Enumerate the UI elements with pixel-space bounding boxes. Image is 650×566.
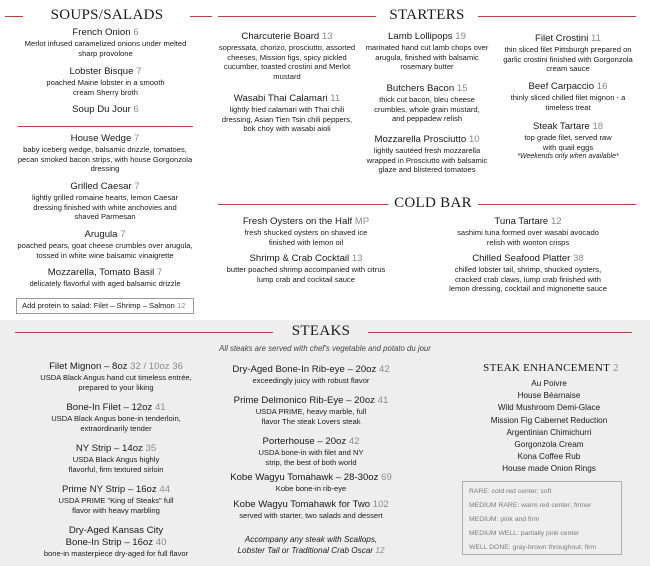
menu-item — [232, 216, 380, 247]
temp-item: MEDIUM WELL: partially pink center — [469, 530, 580, 537]
menu-item — [28, 361, 204, 392]
menu-item — [28, 402, 204, 433]
item-description: thick cut bacon, bleu cheese crumbles, whole grain mustard, and peppadew relish — [374, 95, 480, 123]
item-description: lightly fried calamari with Thai chili dressing, Asian Tien Tsin chili peppers, bok choy with wasabi aioli — [221, 105, 353, 133]
menu-item — [8, 267, 202, 289]
item-description: baby iceberg wedge, balsamic drizzle, tomatoes, pecan smoked bacon strips, with house Gorgonzola dressing — [17, 145, 193, 173]
sauce-list — [468, 378, 630, 476]
menu-item — [8, 229, 202, 260]
divider-line — [478, 204, 636, 205]
item-name: Mozzarella, Tomato Basil 7 — [47, 267, 163, 278]
item-description: sopressata, chorizo, prosciutto, assorted cheeses, Mission figs, spicy pickled cucumber, toasted crostini and Merlot mustard — [218, 43, 356, 81]
item-name: Tuna Tartare 12 — [494, 216, 562, 227]
add-protein-box: Add protein to salad: Filet – Shrimp – Salmon 12 — [16, 298, 194, 314]
menu-item — [226, 253, 386, 284]
item-description: top grade filet, served raw with quail eggs — [524, 133, 612, 152]
item-name: Lobster Bisque 7 — [69, 66, 142, 77]
item-name: Bone-In Strip – 16oz 40 — [65, 537, 167, 548]
sauce-item: Argentinian Chimichurri — [506, 427, 592, 437]
item-description: poached pears, goat cheese crumbles over arugula, tossed in white wine balsamic vinaigrette — [17, 241, 193, 260]
menu-item — [218, 395, 404, 426]
item-description: USDA Black Angus highly flavorful, firm textured sirloin — [68, 455, 164, 474]
temp-item: RARE: cold red center; soft — [469, 488, 552, 495]
item-name: NY Strip – 14oz 35 — [75, 443, 157, 454]
item-description: sashimi tuna formed over wasabi avocado relish with wonton crisps — [457, 228, 599, 247]
item-description: lightly grilled romaine hearts, lemon Caesar dressing finished with white anchovies and shaved Parmesan — [31, 193, 179, 221]
divider-line — [190, 16, 212, 17]
sauce-item: Mission Fig Cabernet Reduction — [490, 415, 608, 425]
item-name: Butchers Bacon 15 — [386, 83, 468, 94]
item-name: Charcuterie Board 13 — [241, 31, 333, 42]
sauce-item: Gorgonzola Cream — [514, 440, 584, 450]
divider-line — [15, 332, 273, 333]
item-description: Merlot infused caramelized onions under melted sharp provolone — [24, 39, 187, 58]
item-name: Grilled Caesar 7 — [70, 181, 140, 192]
starters-heading: STARTERS — [389, 7, 465, 23]
sauce-item: Kona Coffee Rub — [517, 452, 581, 462]
divider-line — [478, 16, 636, 17]
menu-item — [216, 31, 358, 81]
item-description: served with starter, two salads and dessert — [239, 511, 383, 520]
menu-item — [500, 33, 636, 74]
item-name: Steak Tartare 18 — [532, 121, 604, 132]
item-name: Bone-In Filet – 12oz 41 — [66, 402, 166, 413]
menu-item — [360, 83, 494, 124]
item-name: Porterhouse – 20oz 42 — [262, 436, 360, 447]
item-name: Dry-Aged Bone-In Rib-eye – 20oz 42 — [232, 364, 390, 375]
menu-item — [28, 443, 204, 474]
item-name: Filet Crostini 11 — [535, 33, 601, 44]
menu-item — [444, 216, 612, 247]
item-description: fresh shucked oysters on shaved ice finished with lemon oil — [244, 228, 368, 247]
item-name: Dry-Aged Kansas City — [68, 525, 164, 536]
menu-item — [12, 133, 198, 174]
item-name: Shrimp & Crab Cocktail 13 — [249, 253, 363, 264]
menu-item — [18, 104, 193, 116]
divider-line — [5, 16, 23, 17]
item-description: thinly sliced chilled filet mignon - a timeless treat — [510, 93, 626, 112]
menu-item — [28, 525, 204, 559]
menu-item — [218, 472, 404, 494]
item-description: poached Maine lobster in a smooth cream Sherry broth — [46, 78, 165, 97]
sauce-item: House made Onion Rings — [502, 464, 596, 474]
item-name: Arugula 7 — [84, 229, 126, 240]
steaks-subtitle: All steaks are served with chef's vegetable and potato du jour — [219, 344, 431, 353]
item-description: USDA PRIME, heavy marble, full flavor The steak Lovers steak — [255, 407, 367, 426]
item-name: Kobe Wagyu Tomahawk – 28-30oz 69 — [230, 472, 392, 483]
item-name: French Onion 6 — [72, 27, 139, 38]
sauce-item: Au Poivre — [531, 379, 567, 388]
item-name: Chilled Seafood Platter 38 — [472, 253, 584, 264]
item-description: exceedingly juicy with robust flavor — [252, 376, 370, 385]
menu-item — [360, 134, 494, 175]
item-description: Kobe bone-in rib-eye — [275, 484, 347, 493]
steak-enhancement-heading: STEAK ENHANCEMENT 2 — [483, 362, 619, 374]
menu-item — [220, 93, 354, 134]
menu-item — [18, 27, 193, 58]
cold-bar-heading: COLD BAR — [394, 195, 472, 211]
menu-item — [28, 484, 204, 515]
menu-item — [218, 436, 404, 467]
sauce-item: Wild Mushroom Demi-Glace — [497, 403, 601, 413]
item-description: USDA PRIME "King of Steaks" full flavor with heavy marbling — [58, 496, 174, 515]
item-name: Filet Mignon – 8oz 32 / 10oz 36 — [49, 361, 183, 372]
item-name: Kobe Wagyu Tomahawk for Two 102 — [233, 499, 389, 510]
item-name: Lamb Lollipops 19 — [388, 31, 466, 42]
menu-item — [218, 499, 404, 521]
item-name: Wasabi Thai Calamari 11 — [233, 93, 341, 104]
menu-item — [218, 364, 404, 386]
soups-salads-heading: SOUPS/SALADS — [50, 7, 164, 23]
item-name: Mozzarella Prosciutto 10 — [374, 134, 480, 145]
item-description: lightly sautéed fresh mozzarella wrapped in Prosciutto with balsamic glaze and blistered tomatoes — [366, 146, 488, 174]
temperature-legend — [462, 481, 622, 555]
menu-item — [500, 81, 636, 112]
item-name: Beef Carpaccio 16 — [528, 81, 608, 92]
menu-item — [18, 66, 193, 97]
item-description: delicately flavorful with aged balsamic drizzle — [29, 279, 181, 288]
temp-item: MEDIUM: pink and firm — [469, 516, 540, 523]
sauce-item: House Béarnaise — [517, 391, 581, 401]
menu-item — [444, 253, 612, 294]
item-note: *Weekends only when available* — [517, 153, 619, 160]
item-name: House Wedge 7 — [70, 133, 140, 144]
item-description: butter poached shrimp accompanied with citrus lump crab and cocktail sauce — [226, 265, 386, 284]
temp-item: MEDIUM RARE: warm red center; firmer — [469, 502, 592, 509]
item-description: thin sliced filet Pittsburgh prepared on garlic crostini finished with Gorgonzola cream sauce — [503, 45, 633, 73]
temp-item: WELL DONE: gray-brown throughout; firm — [469, 544, 597, 551]
accompany-note: Accompany any steak with Scallops, Lobster Tail or Traditional Crab Oscar 12 — [237, 535, 385, 555]
menu-item — [500, 121, 636, 162]
item-description: bone-in masterpiece dry-aged for full flavor — [43, 549, 189, 558]
item-name: Soup Du Jour 6 — [72, 104, 139, 115]
menu-item — [360, 31, 494, 72]
divider-line — [368, 332, 632, 333]
item-name: Prime Delmonico Rib-Eye – 20oz 41 — [233, 395, 389, 406]
divider-line — [18, 126, 193, 127]
item-name: Fresh Oysters on the Half MP — [242, 216, 370, 227]
steaks-heading: STEAKS — [291, 323, 351, 339]
item-description: chilled lobster tail, shrimp, shucked oysters, cracked crab claws, lump crab finished with lemon dressing, cocktail and mignonette sauce — [449, 265, 607, 293]
menu-item — [12, 181, 198, 222]
item-description: USDA Black Angus bone-in tenderloin, extraordinarily tender — [51, 414, 181, 433]
item-description: USDA bone-in with filet and NY strip, the best of both world — [258, 448, 364, 467]
divider-line — [218, 16, 376, 17]
item-description: USDA Black Angus hand cut timeless entrée, prepared to your liking — [40, 373, 192, 392]
divider-line — [218, 204, 388, 205]
item-description: marinated hand cut lamb chops over arugula, finished with balsamic rosemary butter — [365, 43, 489, 71]
item-name: Prime NY Strip – 16oz 44 — [61, 484, 171, 495]
